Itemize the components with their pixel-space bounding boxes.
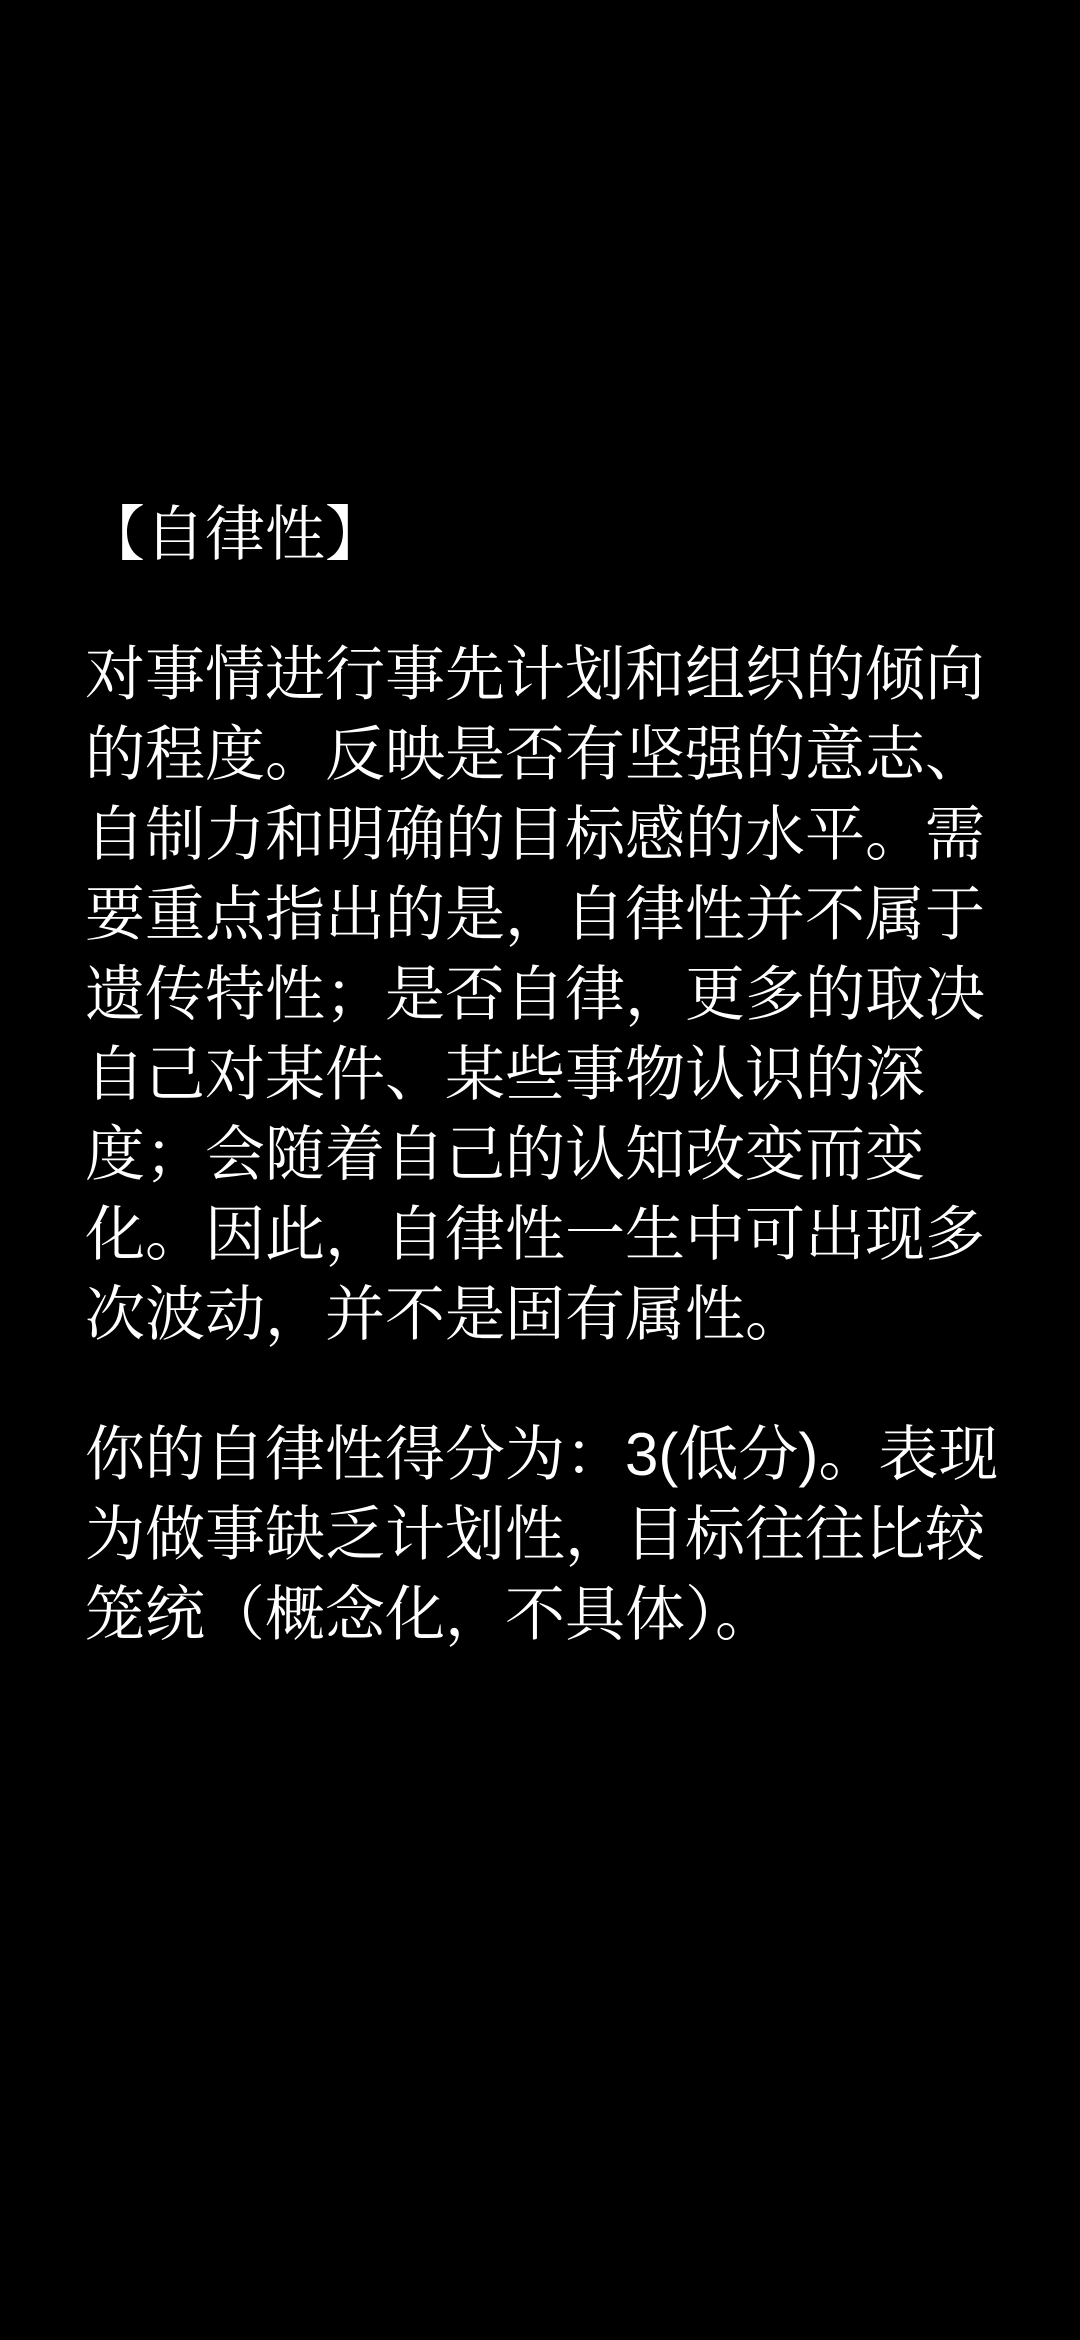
section-title: 【自律性】 xyxy=(85,501,385,568)
trait-description-paragraph: 对事情进行事先计划和组织的倾向的程度。反映是否有坚强的意志、自制力和明确的目标感的水平。需要重点指出的是，自律性并不属于遗传特性；是否自律，更多的取决自己对某件、某些事物认识的深度；会随着自己的认知改变而变化。因此，自律性一生中可出现多次波动，并不是固有属性。 xyxy=(85,641,985,1348)
text-content xyxy=(85,495,1015,1655)
score-result-paragraph: 你的自律性得分为：3(低分)。表现为做事缺乏计划性，目标往往比较笼统（概念化，不具体）。 xyxy=(85,1421,999,1648)
